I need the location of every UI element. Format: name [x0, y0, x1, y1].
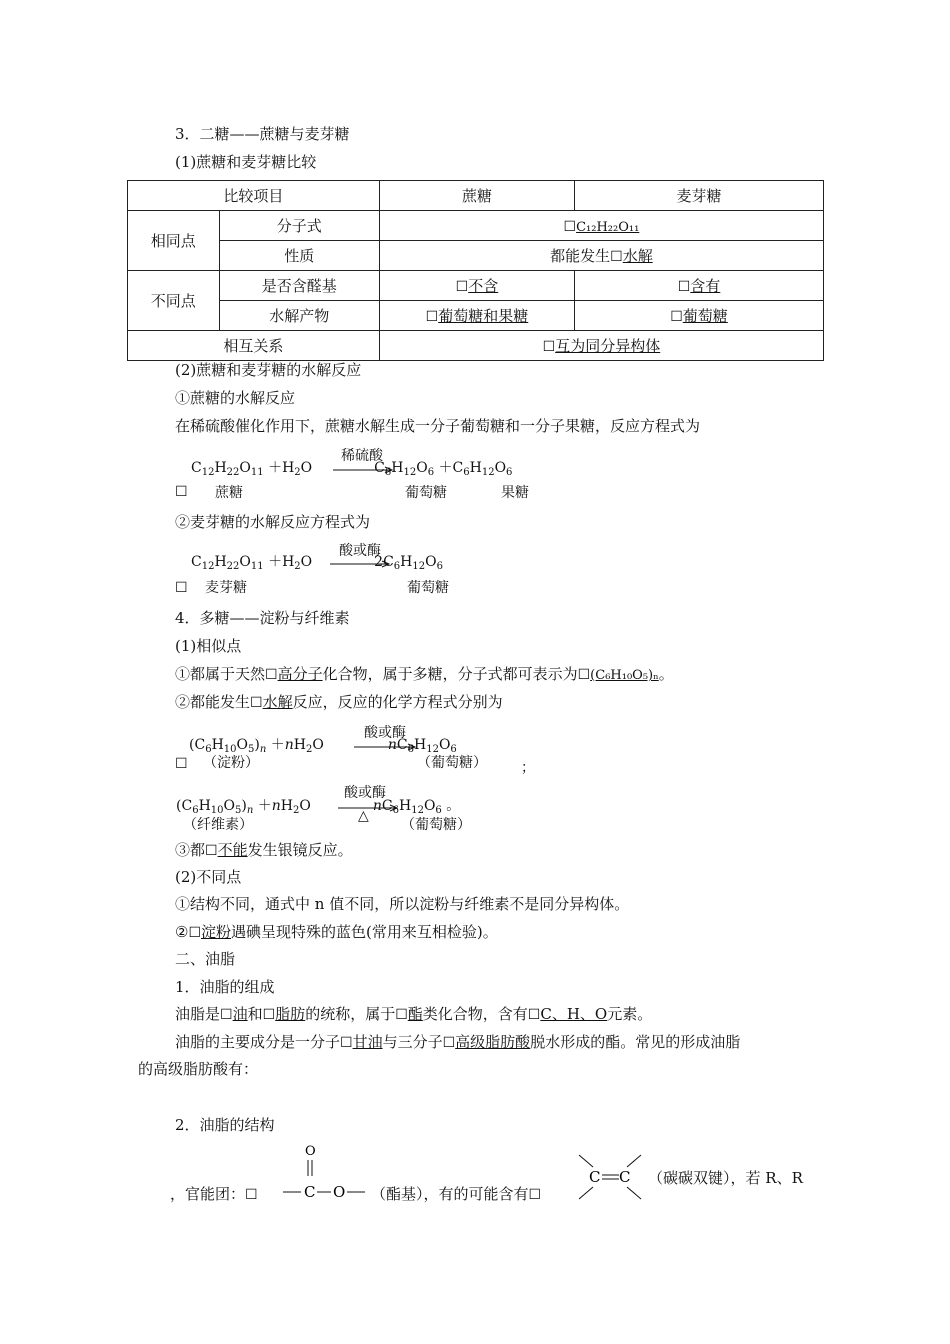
- svg-text:C: C: [589, 1168, 601, 1186]
- hydrolysis-sucrose: ☐葡萄糖和果糖: [379, 301, 574, 331]
- comparison-table: [127, 180, 824, 361]
- formula-cell: ☐C₁₂H₂₂O₁₁: [379, 211, 823, 241]
- formula-label: 分子式: [219, 211, 379, 241]
- maltose-hydrolysis-title: ②麦芽糖的水解反应方程式为: [175, 513, 371, 531]
- sucrose-hydrolysis-title: ①蔗糖的水解反应: [175, 389, 296, 407]
- svg-text:C: C: [619, 1168, 631, 1186]
- ester-group-structure: [281, 1140, 367, 1200]
- eq3-label-glucose: （葡萄糖）: [417, 755, 487, 771]
- eq1-answer-box: ☐: [175, 484, 188, 500]
- similar-point-1: ①都属于天然☐高分子化合物，属于多糖，分子式都可表示为☐(C₆H₁₀O₅)ₙ。: [175, 665, 674, 683]
- header-sucrose: 蔗糖: [379, 181, 574, 211]
- svg-text:O: O: [333, 1183, 346, 1201]
- eq4-arrow: [338, 804, 400, 812]
- eq2-arrow: [330, 560, 392, 568]
- eq1-arrow: [333, 466, 395, 474]
- oil-composition-p1: 油脂是☐油和☐脂肪的统称，属于☐酯类化合物，含有☐C、H、O元素。: [175, 1005, 653, 1023]
- eq4-label-glucose: （葡萄糖）: [401, 817, 471, 833]
- oil-structure-line-b: （酯基），有的可能含有☐: [371, 1185, 542, 1203]
- similar-point-2: ②都能发生☐水解反应，反应的化学方程式分别为: [175, 693, 503, 711]
- svg-text:O: O: [305, 1144, 316, 1159]
- oil-composition-p2-cont: 的高级脂肪酸有：: [138, 1060, 259, 1078]
- eq4-heat: △: [358, 808, 369, 824]
- different-point-2: ②☐淀粉遇碘呈现特殊的蓝色(常用来互相检验)。: [175, 923, 498, 941]
- oil-structure-line-c: （碳碳双键），若 R、R: [648, 1169, 803, 1187]
- svg-text:C: C: [304, 1183, 316, 1201]
- eq1-label-fructose: 果糖: [501, 485, 529, 501]
- formula-answer: C₁₂H₂₂O₁₁: [576, 219, 640, 235]
- eq3-arrow: [354, 743, 418, 751]
- section-3-heading: 3．二糖——蔗糖与麦芽糖: [175, 125, 350, 143]
- similar-point-3: ③都☐不能发生银镜反应。: [175, 841, 353, 859]
- oil-structure-line-a: ，官能团：☐: [170, 1185, 258, 1203]
- hydrolysis-maltose: ☐葡萄糖: [575, 301, 824, 331]
- eq2-label-glucose: 葡萄糖: [407, 580, 449, 596]
- equation-starch: $(C_6H_{10}O_5)_n +nH_2O$ $nC_6H_{12}O_6$: [189, 737, 457, 755]
- eq4-label-cellulose: （纤维素）: [183, 817, 253, 833]
- eq3-semicolon: ；: [521, 760, 535, 776]
- subheading-comparison: (1)蔗糖和麦芽糖比较: [175, 153, 317, 171]
- equation-maltose: $C_{12}H_{22}O_{11} +H_2O$ $2C_6H_{12}O_6$: [191, 554, 443, 572]
- oil-composition-p2: 油脂的主要成分是一分子☐甘油与三分子☐高级脂肪酸脱水形成的酯。常见的形成油脂: [175, 1033, 741, 1051]
- header-maltose: 麦芽糖: [575, 181, 824, 211]
- same-points-label: 相同点: [128, 211, 220, 271]
- equation-cellulose: $(C_6H_{10}O_5)_n +nH_2O$ $nC_6H_{12}O_6$ 。: [176, 798, 461, 816]
- aldehyde-maltose: ☐含有: [575, 271, 824, 301]
- eq1-label-sucrose: 蔗糖: [215, 485, 243, 501]
- property-cell: 都能发生☐水解: [379, 241, 823, 271]
- sucrose-hydrolysis-desc: 在稀硫酸催化作用下，蔗糖水解生成一分子葡萄糖和一分子果糖，反应方程式为: [175, 417, 701, 435]
- relation-label: 相互关系: [128, 331, 380, 361]
- carbon-double-bond-structure: [575, 1153, 645, 1203]
- oil-heading: 二、油脂: [175, 950, 236, 968]
- different-point-1: ①结构不同，通式中 n 值不同，所以淀粉与纤维素不是同分异构体。: [175, 895, 630, 913]
- oil-composition-heading: 1．油脂的组成: [175, 978, 275, 996]
- eq2-label-maltose: 麦芽糖: [205, 580, 247, 596]
- hydrolysis-label: 水解产物: [219, 301, 379, 331]
- eq3-catalyst: 酸或酶: [364, 725, 406, 741]
- subheading-hydrolysis: (2)蔗糖和麦芽糖的水解反应: [175, 361, 362, 379]
- eq4-catalyst: 酸或酶: [344, 785, 386, 801]
- aldehyde-sucrose: ☐不含: [379, 271, 574, 301]
- header-item: 比较项目: [128, 181, 380, 211]
- aldehyde-label: 是否含醛基: [219, 271, 379, 301]
- eq1-catalyst: 稀硫酸: [341, 448, 383, 464]
- eq3-label-starch: （淀粉）: [203, 755, 259, 771]
- relation-cell: ☐互为同分异构体: [379, 331, 823, 361]
- different-points-heading: (2)不同点: [175, 868, 242, 886]
- eq2-catalyst: 酸或酶: [339, 543, 381, 559]
- equation-sucrose: $C_{12}H_{22}O_{11} +H_2O$ $C_6H_{12}O_6 +C_6H_{12}O_6$: [191, 460, 513, 478]
- oil-structure-heading: 2．油脂的结构: [175, 1116, 275, 1134]
- section-4-heading: 4．多糖——淀粉与纤维素: [175, 609, 350, 627]
- eq3-answer-box: ☐: [175, 756, 188, 772]
- eq1-label-glucose: 葡萄糖: [405, 485, 447, 501]
- similar-points-heading: (1)相似点: [175, 637, 242, 655]
- property-label: 性质: [219, 241, 379, 271]
- property-answer: 水解: [622, 247, 653, 265]
- diff-points-label: 不同点: [128, 271, 220, 331]
- eq2-answer-box: ☐: [175, 580, 188, 596]
